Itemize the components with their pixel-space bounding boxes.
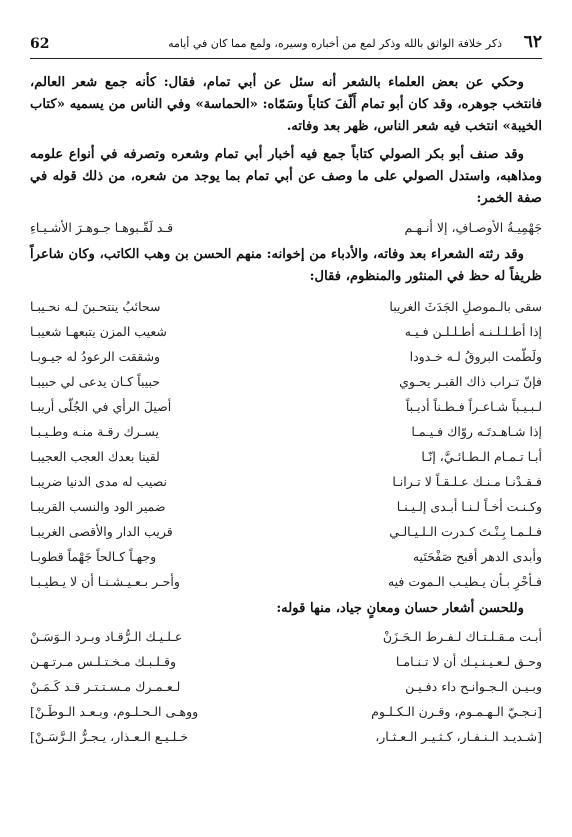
verse-line [30,699,542,724]
verse-hemistich-1: فـأحْرِ بـأن يـطيـب الـموت فيه [387,574,542,589]
verse-hemistich-2: أصيلَ الرأي في الجُلّى أريبـا [30,399,172,414]
verse-hemistich-1: وكـنـت أخـاً لـنـا أبـدى إلـيـنـا [396,499,542,514]
verse-line [30,494,542,519]
verse-hemistich-1: وبـيـن الـجـوانـح داء دفـيـن [405,679,542,694]
verse-line [30,294,542,319]
book-page [30,30,542,820]
verse-hemistich-1: [نـجـيّ الـهـمـوم، وقـرن الـكـلـوم [371,704,542,719]
verse-line [30,344,542,369]
verse-hemistich-2: وأحـر بـعـيـشـنـا أن لا يـطيـبـا [30,574,180,589]
verse-hemistich-2: حبيباً كـان يدعى لي حبيبـا [30,374,161,389]
verse-line [30,369,542,394]
verse-hemistich-1: [شـديـد الـنـفـار، كـثـيـر الـعـثـار، [375,729,542,744]
verse-hemistich-2: وقـلـبـك مـخـتـلـس مـرتـهـن [30,654,176,669]
verse-line [30,469,542,494]
verse-hemistich-2: نصيب له مدى الدنيا ضريبـا [30,474,167,489]
verse-line [30,319,542,344]
verse-hemistich-2: قريب الدار والأقصى الغريبـا [30,524,173,539]
verse-line [30,649,542,674]
verse-hemistich-1: إذا شـاهـدتَـه روّاك فـيـمـا [411,424,542,439]
verse-line [30,569,542,594]
verse-hemistich-1: أبـت مـقـلـتـاك لـفـرط الـحَـزَنْ [382,629,542,644]
verse-hemistich-2: يسـرك رقـة منـه وطـيـبـا [30,424,159,439]
elegy-poem [30,294,542,594]
verse-hemistich-1: فـقـدْنـا مـنـك عـلـقـاً لا تـرانـا [392,474,542,489]
verse-hemistich-2: عـلـيـك الـرُّقـاد وبـرد الـوَسَـنْ [30,629,183,644]
verse-hemistich-2: لـعـمـرك مـسـتـتـر قـد كَـمَـنْ [30,679,181,694]
verse-line [30,519,542,544]
verse-hemistich-1: وحـق لـعـيـنـيـك أن لا تـنـامـا [395,654,542,669]
verse-hemistich-2: وجهـاً كـالحاً جَهْماً قطوبـا [30,549,157,564]
paragraph-abu-tammam: وحكي عن بعض العلماء بالشعر أنه سئل عن أبي تمام، فقال: كأنه جمع شعر العالم، فانتخب جوهره، وقد كان أبو تمام أَلّفَ كتاباً وسَمّاه: «الحماسة» وفي الناس من يسميه «كتاب الخيبة» انتخب فيه شعر الناس، ظهر بعد وفاته. [30,75,542,134]
page-number-latin: 62 [30,36,50,52]
page-number-arabic: ٦٢ [523,32,542,52]
verse-hemistich-1: أبـا تـمـام الـطـائـيَّ، إنّـا [421,449,542,464]
verse-hemistich-1: ولَطّمت البروقُ لـه خـدودا [409,349,542,364]
running-header [30,30,542,59]
verse-hemistich-2: شعيب المزن يتبعهـا شعيبـا [30,324,167,339]
verse-hemistich-2: ووهـى الـحـلـوم، وبـعـد الـوطَـنْ] [30,704,199,719]
verse-line [30,444,542,469]
paragraph-suli: وقد صنف أبو بكر الصولي كتاباً جمع فيه أخبار أبي تمام وشعره وتصرفه في أنواع علومه ومذاهبه، واستدل الصولي على ما وصف عن أبي تمام بما يوجد من شعره، من ذلك قوله في صفة الخمر: [30,147,542,206]
paragraph-elegy-intro: وقد رثته الشعراء بعد وفاته، والأدباء من إخوانه: منهم الحسن بن وهب الكاتب، وكان شاعراً ظريفاً له حظ في المنثور والمنظوم، فقال: [30,247,542,284]
verse-hemistich-2: ضمير الود والنسب القريبـا [30,499,166,514]
verse-line [30,394,542,419]
verse-hemistich-1: وأبدى الدهر أقبح صَفْحَتَيه [412,549,542,564]
hasan-poem [30,624,542,749]
verse-hemistich-1: لـبـيـباً شـاعـراً فـطـناً أديـباً [405,399,542,414]
verse-hemistich-2: وشققت الرعودُ له جيـوبـا [30,349,161,364]
verse-hemistich-1: فـلـمـا بِـنْـتَ كـدرت الـلـيـالـي [389,524,542,539]
verse-line [30,724,542,749]
running-title: ذكر خلافة الواثق بالله وذكر لمع من أخباره وسيره، ولمع مما كان في أيامه [168,37,502,50]
verse-hemistich-1: فإنّ تـراب ذاك القبـر يحـوي [399,374,542,389]
verse-hemistich-2: خـلـيـع الـعـذار، يـجـرُّ الـرَّسَـنْ] [30,729,189,744]
verse-hemistich-1: إذا أطـلـلـنـه أطـلـلـن فـيـه [404,324,542,339]
paragraph-hasan-intro: وللحسن أشعار حسان ومعانٍ جياد، منها قوله: [276,601,524,616]
verse-line [30,419,542,444]
verse-line [30,544,542,569]
verse-hemistich-2: لقينا بعدك العجب العجيبـا [30,449,160,464]
verse-hemistich-1: سقى بالـموصلِ الجَدَثَ الغريبا [389,299,542,314]
verse-line [30,674,542,699]
verse-line [30,624,542,649]
verse-hemistich-2: قـد لَقّـبوهـا جـوهـرَ الأشـيـاءِ [30,220,174,235]
verse-hemistich-1: جَهْمِيـةُ الأوصـافِ، إلا أنـهـم [404,220,542,235]
verse-wine [30,215,542,240]
verse-hemistich-2: سحائبُ ينتحـبنَ لـه نحـيبـا [30,299,161,314]
body-text [30,72,542,749]
